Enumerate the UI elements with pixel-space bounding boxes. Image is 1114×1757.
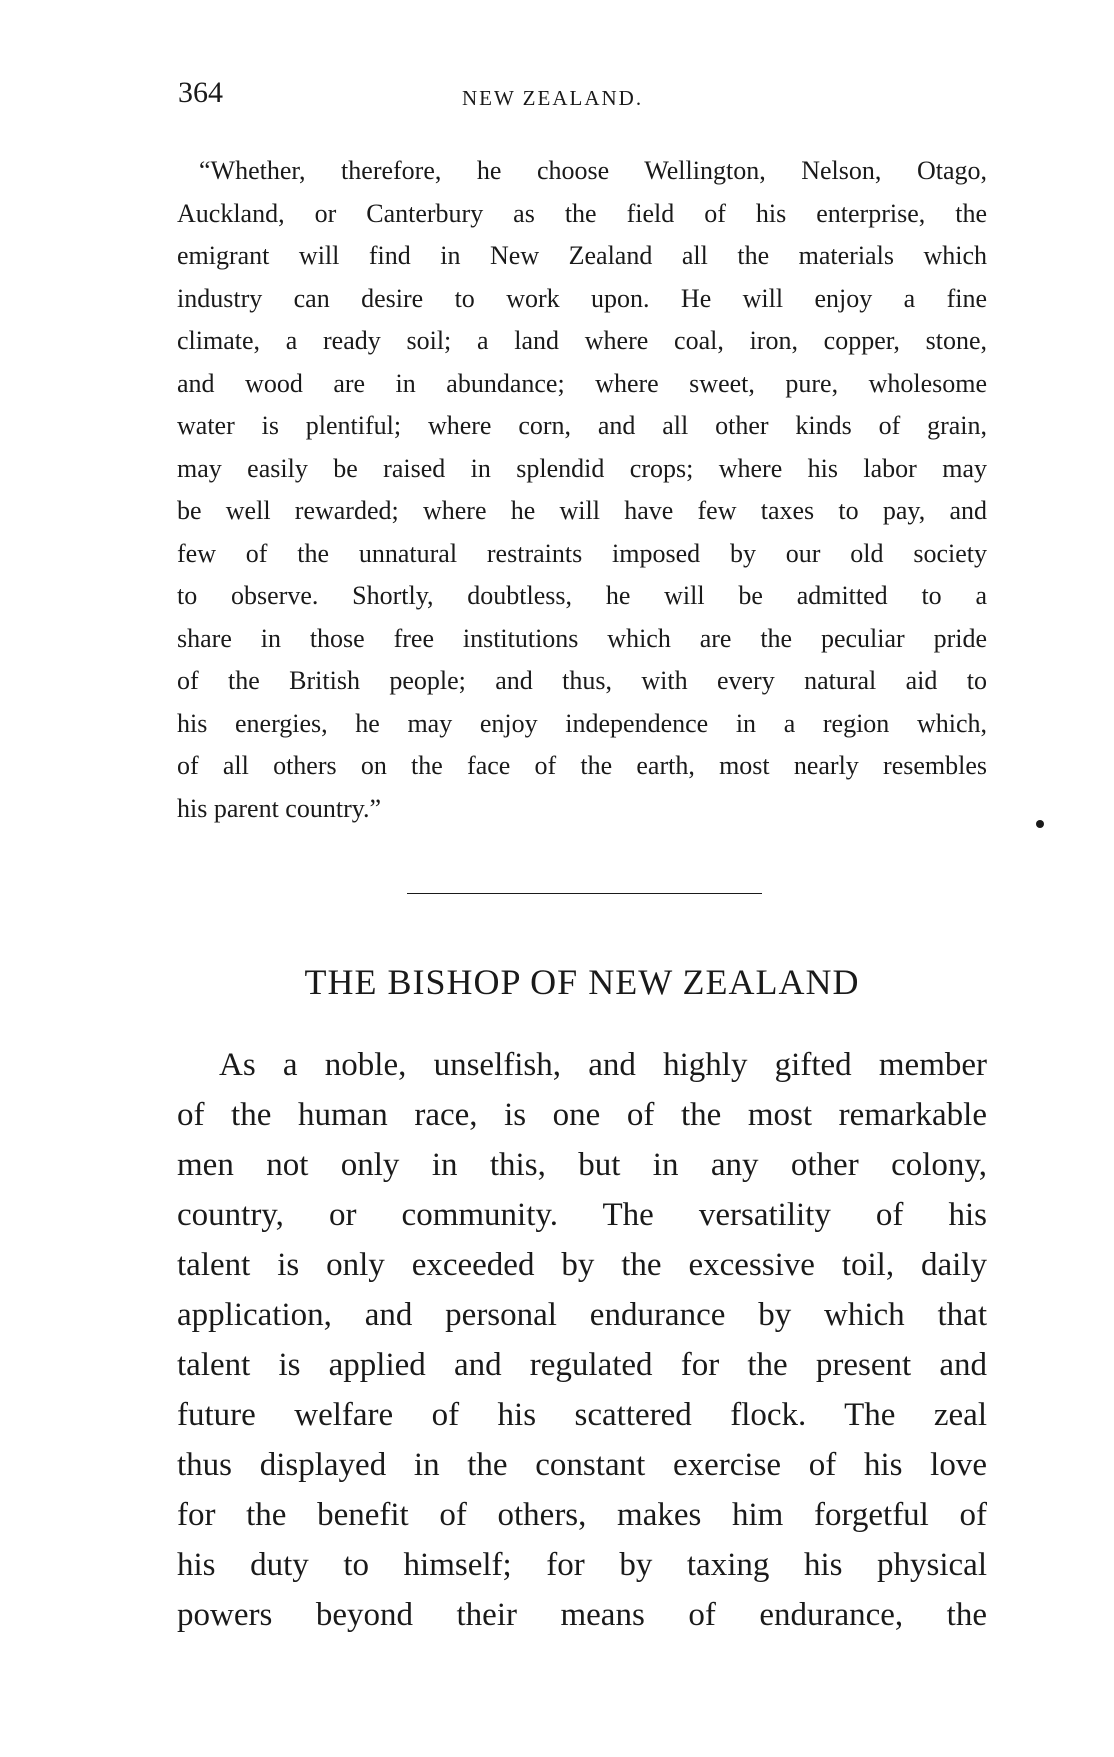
page-number: 364 [178,76,223,109]
quote-block [177,150,987,830]
body-line: men not only in this, but in any other colony, [177,1147,987,1183]
quote-line: climate, a ready soil; a land where coal, iron, copper, stone, [177,326,987,355]
quote-line: to observe. Shortly, doubtless, he will be admitted to a [177,581,987,610]
quote-line: industry can desire to work upon. He will enjoy a fine [177,283,987,313]
quote-line: be well rewarded; where he will have few taxes to pay, and [177,496,987,525]
quote-line: water is plentiful; where corn, and all other kinds of grain, [177,411,987,440]
body-line: powers beyond their means of endurance, the [177,1597,987,1633]
body-line: future welfare of his scattered flock. The zeal [177,1397,987,1433]
quote-line: his parent country.” [177,793,382,823]
body-line: of the human race, is one of the most remarkable [177,1097,987,1133]
body-line: for the benefit of others, makes him forgetful of [177,1497,987,1533]
quote-line: may easily be raised in splendid crops; where his labor may [177,453,987,483]
body-line: thus displayed in the constant exercise of his love [177,1447,987,1483]
section-divider [407,893,762,894]
body-line: talent is only exceeded by the excessive toil, daily [177,1247,987,1283]
body-line: As a noble, unselfish, and highly gifted member [219,1047,987,1083]
quote-line: of all others on the face of the earth, most nearly resembles [177,751,987,780]
quote-line: Auckland, or Canterbury as the field of his enterprise, the [177,198,987,228]
body-line: application, and personal endurance by which that [177,1297,987,1333]
quote-line: few of the unnatural restraints imposed by our old society [177,538,987,568]
running-head: NEW ZEALAND. [462,86,644,110]
quote-line: emigrant will find in New Zealand all the materials which [177,241,987,270]
quote-line: of the British people; and thus, with every natural aid to [177,666,987,695]
quote-line: and wood are in abundance; where sweet, pure, wholesome [177,368,987,398]
quote-line: his energies, he may enjoy independence in a region which, [177,708,987,738]
body-line: talent is applied and regulated for the present and [177,1347,987,1383]
section-body [177,1040,987,1640]
section-title: THE BISHOP OF NEW ZEALAND [304,962,860,1002]
body-line: country, or community. The versatility of his [177,1197,987,1233]
quote-line: “Whether, therefore, he choose Wellington, Nelson, Otago, [199,156,987,185]
stray-ink-mark [1036,820,1044,828]
quote-line: share in those free institutions which are the peculiar pride [177,623,987,653]
body-line: his duty to himself; for by taxing his physical [177,1547,987,1583]
